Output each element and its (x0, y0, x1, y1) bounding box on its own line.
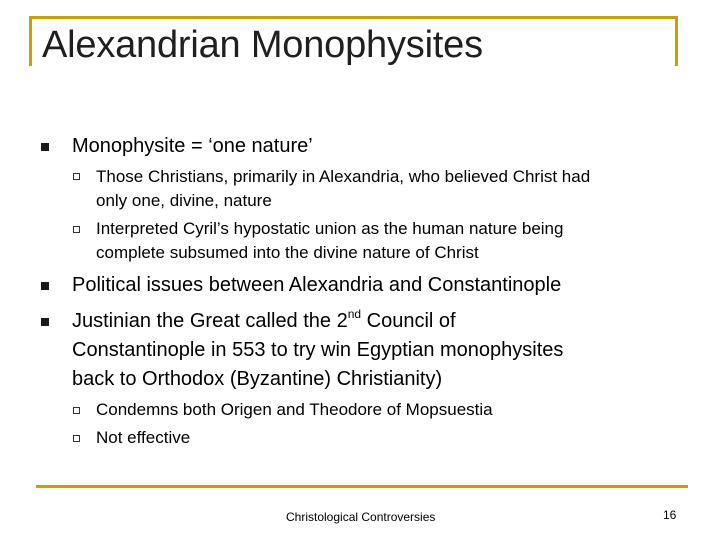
bullet-square-icon (41, 143, 49, 151)
bullet-1-sub-1-line-2: only one, divine, nature (96, 191, 272, 210)
page-number: 16 (663, 508, 677, 522)
hollow-square-bullet-icon (73, 407, 80, 414)
bullet-3-sub-1: Condemns both Origen and Theodore of Mopsuestia (96, 400, 493, 419)
bullet-3-line-1-end: Council of (361, 310, 456, 332)
bullet-1-text: Monophysite = ‘one nature’ (72, 135, 313, 157)
footer-divider (36, 485, 688, 488)
slide-title: Alexandrian Monophysites (42, 24, 483, 66)
bullet-square-icon (41, 282, 49, 290)
title-frame-left (29, 16, 32, 66)
hollow-square-bullet-icon (73, 226, 80, 233)
bullet-1-sub-2-line-2: complete subsumed into the divine nature of Christ (96, 243, 479, 262)
bullet-3-line-1 (72, 307, 456, 336)
bullet-square-icon (41, 318, 49, 326)
title-frame-right (675, 16, 678, 66)
hollow-square-bullet-icon (73, 173, 80, 180)
bullet-3-ordinal-superscript: nd (347, 307, 362, 321)
hollow-square-bullet-icon (73, 435, 80, 442)
bullet-1-sub-1-line-1: Those Christians, primarily in Alexandria, who believed Christ had (96, 167, 591, 186)
bullet-3-line-2: Constantinople in 553 to try win Egyptian monophysites (72, 339, 564, 361)
bullet-3-line-1-start: Justinian the Great called the 2 (72, 310, 348, 332)
bullet-1-sub-2-line-1: Interpreted Cyril’s hypostatic union as the human nature being (96, 219, 564, 238)
bullet-2-text: Political issues between Alexandria and Constantinople (72, 274, 562, 296)
title-frame-top (29, 16, 678, 19)
bullet-3-line-3: back to Orthodox (Byzantine) Christianity) (72, 368, 443, 390)
bullet-3-sub-2: Not effective (96, 428, 191, 447)
footer-text: Christological Controversies (286, 510, 436, 524)
